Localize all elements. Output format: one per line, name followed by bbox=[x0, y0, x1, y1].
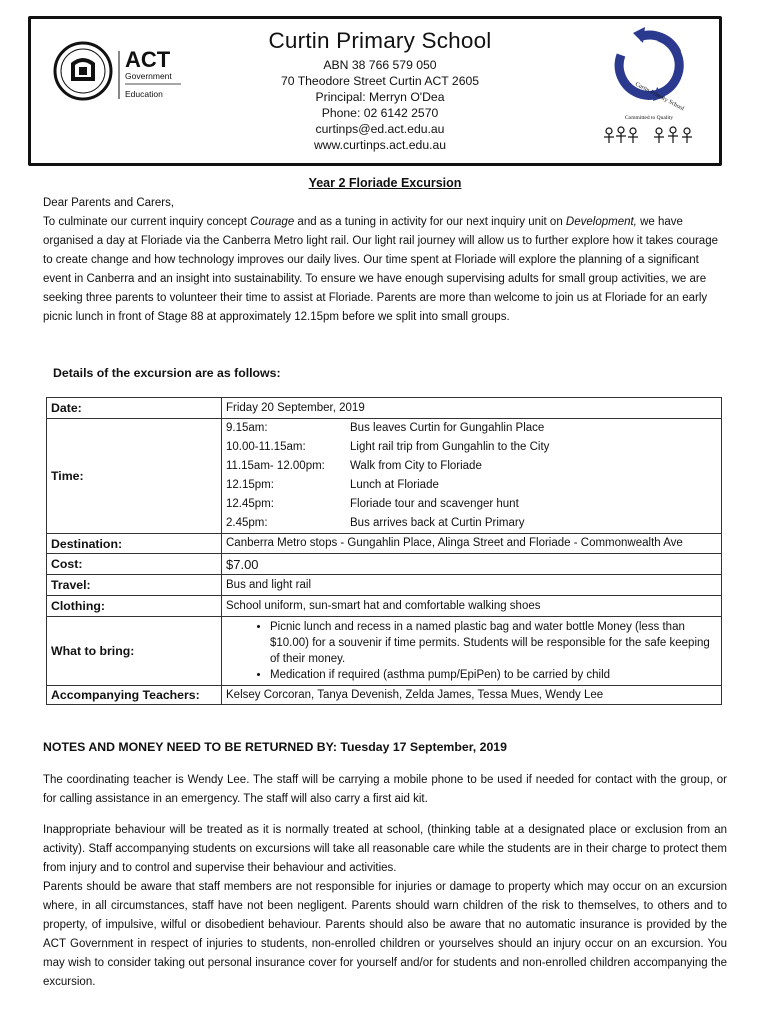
logo-ring-text: Curtin Primary School bbox=[634, 81, 685, 113]
schedule-item: 2.45pm: Bus arrives back at Curtin Primary bbox=[226, 517, 525, 529]
principal: Principal: Merryn O'Dea bbox=[315, 90, 445, 104]
return-deadline-heading: NOTES AND MONEY NEED TO BE RETURNED BY: Tuesday 17 September, 2019 bbox=[43, 740, 507, 754]
schedule-item: 12.15pm: Lunch at Floriade bbox=[226, 479, 439, 491]
destination-value: Canberra Metro stops - Gungahlin Place, Alinga Street and Floriade - Commonwealth Ave bbox=[222, 534, 722, 554]
table-row bbox=[47, 617, 722, 686]
children-drawing-icon bbox=[604, 127, 692, 143]
travel-label: Travel: bbox=[47, 575, 222, 596]
act-logo-title: ACT bbox=[125, 47, 171, 72]
schedule-cell bbox=[222, 419, 722, 534]
curtin-school-logo bbox=[599, 25, 699, 153]
behaviour-paragraph: Inappropriate behaviour will be treated as it is normally treated at school, (thinking table at a designated place or exclusion from an activity). Staff accompanying students on excursions will take all reasonable care while the students are in their charge to protect them from injury and to control and supervise their behaviour and activities. bbox=[43, 824, 727, 874]
email[interactable]: curtinps@ed.act.edu.au bbox=[315, 122, 445, 136]
logo-tagline: Committed to Quality bbox=[624, 115, 674, 121]
cost-value: $7.00 bbox=[222, 554, 722, 575]
list-item: • Medication if required (asthma pump/EpiPen) to be carried by child bbox=[270, 667, 717, 683]
table-row bbox=[47, 534, 722, 554]
table-row bbox=[47, 419, 722, 534]
greeting: Dear Parents and Carers, bbox=[43, 197, 175, 209]
date-label: Date: bbox=[47, 398, 222, 419]
schedule-item: 11.15am- 12.00pm: Walk from City to Floriade bbox=[226, 460, 482, 472]
letterhead bbox=[28, 16, 722, 166]
date-value: Friday 20 September, 2019 bbox=[222, 398, 722, 419]
excursion-details-table bbox=[46, 397, 722, 705]
teachers-value: Kelsey Corcoran, Tanya Devenish, Zelda James, Tessa Mues, Wendy Lee bbox=[222, 686, 722, 705]
act-government-logo bbox=[53, 37, 183, 109]
time-label: Time: bbox=[47, 419, 222, 534]
travel-value: Bus and light rail bbox=[222, 575, 722, 596]
behaviour-paragraphs bbox=[43, 821, 727, 992]
act-logo-education: Education bbox=[125, 89, 163, 99]
website[interactable]: www.curtinps.act.edu.au bbox=[313, 138, 447, 152]
school-name: Curtin Primary School bbox=[268, 28, 492, 53]
table-row bbox=[47, 575, 722, 596]
table-row bbox=[47, 596, 722, 617]
letter-body bbox=[43, 194, 728, 327]
act-logo-government: Government bbox=[125, 71, 172, 81]
abn: ABN 38 766 579 050 bbox=[323, 58, 437, 72]
teachers-label: Accompanying Teachers: bbox=[47, 686, 222, 705]
phone: Phone: 02 6142 2570 bbox=[321, 106, 439, 120]
bring-label: What to bring: bbox=[47, 617, 222, 686]
destination-label: Destination: bbox=[47, 534, 222, 554]
bring-list-cell bbox=[222, 617, 722, 686]
schedule-item: 9.15am: Bus leaves Curtin for Gungahlin Place bbox=[226, 422, 545, 434]
address: 70 Theodore Street Curtin ACT 2605 bbox=[280, 74, 480, 88]
school-contact-block bbox=[181, 27, 579, 153]
schedule-item: 12.45pm: Floriade tour and scavenger hunt bbox=[226, 498, 519, 510]
intro-paragraph: To culminate our current inquiry concept Courage and as a tuning in activity for our next inquiry unit on Development, we have organised a day at Floriade via the Canberra Metro light rail. Our light rail journey will allow us to further explore how it takes courage to create change and how technology improves our daily lives. Our time spent at Floriade will explore the planning of a significant event in Canberra and an insight into sustainability. To ensure we have enough supervising adults for small group activities, we are seeking three parents to volunteer their time to assist at Floriade. Parents are more than welcome to join us at Floriade for an early picnic lunch in front of Stage 88 at approximately 12.15pm before we split into small groups. bbox=[43, 216, 718, 323]
cost-label: Cost: bbox=[47, 554, 222, 575]
table-row bbox=[47, 686, 722, 705]
list-item: • Picnic lunch and recess in a named plastic bag and water bottle Money (less than $10.00) for a souvenir if time permits. Students will be responsible for the safe keeping of their money. bbox=[270, 619, 717, 667]
clothing-value: School uniform, sun-smart hat and comfortable walking shoes bbox=[222, 596, 722, 617]
table-row bbox=[47, 398, 722, 419]
schedule-item: 10.00-11.15am: Light rail trip from Gungahlin to the City bbox=[226, 441, 550, 453]
coordinator-paragraph: The coordinating teacher is Wendy Lee. The staff will be carrying a mobile phone to be used if needed for contact with the group, or for calling assistance in an emergency. The staff will also carry a first aid kit. bbox=[43, 774, 727, 805]
details-heading: Details of the excursion are as follows: bbox=[53, 366, 281, 380]
clothing-label: Clothing: bbox=[47, 596, 222, 617]
table-row bbox=[47, 554, 722, 575]
letter-title: Year 2 Floriade Excursion bbox=[308, 176, 462, 190]
liability-paragraph: Parents should be aware that staff members are not responsible for injuries or damage to property which may occur on an excursion where, in all circumstances, staff have not been negligent. Parents should warn children of the risk to themselves, to others and to property, of impulsive, wilful or disobedient behaviour. Parents should also be aware that no automatic insurance is provided by the ACT Government in respect of injuries to students, non-enrolled children or yourselves should an injury occur on an excursion. You may wish to consider taking out personal insurance cover for yourself and/or for students and non-enrolled children accompanying the excursion. bbox=[43, 881, 727, 988]
